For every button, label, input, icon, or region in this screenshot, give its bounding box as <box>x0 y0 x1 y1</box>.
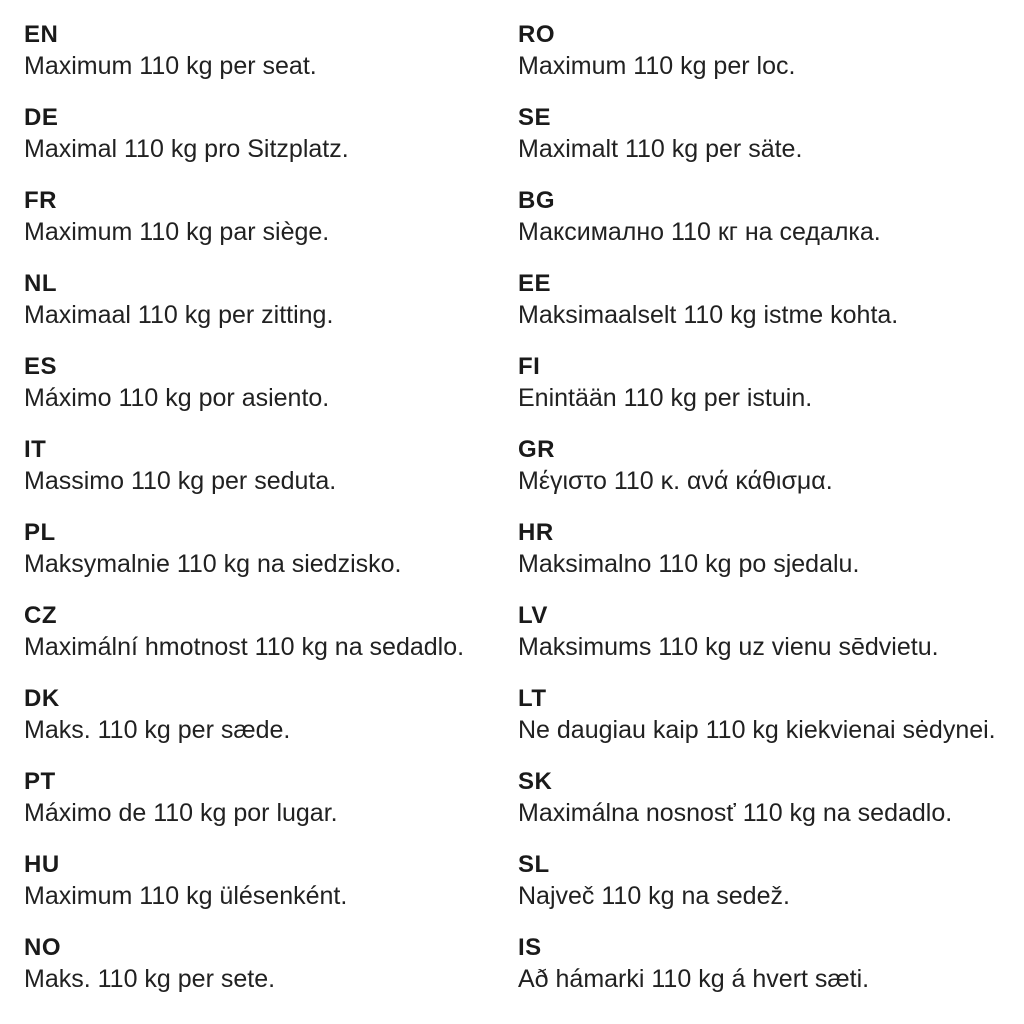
translation-text: Maksimalno 110 kg po sjedalu. <box>518 550 860 578</box>
translation-text: Maksymalnie 110 kg na siedzisko. <box>24 550 402 578</box>
language-code: CZ <box>24 602 57 629</box>
translation-text: Enintään 110 kg per istuin. <box>518 384 813 412</box>
language-entry <box>24 684 518 746</box>
language-code: PL <box>24 519 56 546</box>
translation-text: Maximaal 110 kg per zitting. <box>24 301 334 329</box>
left-column <box>24 20 518 1016</box>
translation-text: Máximo 110 kg por asiento. <box>24 384 330 412</box>
language-entry <box>24 435 518 497</box>
language-entry <box>518 352 1014 414</box>
translation-text: Maximum 110 kg ülésenként. <box>24 882 348 910</box>
language-code: LT <box>518 685 547 712</box>
language-entry <box>24 933 518 995</box>
language-code: RO <box>518 21 555 48</box>
language-code: FR <box>24 187 57 214</box>
language-entry <box>24 518 518 580</box>
language-entry <box>518 435 1014 497</box>
language-code: EE <box>518 270 552 297</box>
translation-text: Maximální hmotnost 110 kg na sedadlo. <box>24 633 465 661</box>
translation-text: Að hámarki 110 kg á hvert sæti. <box>518 965 870 993</box>
language-code: PT <box>24 768 56 795</box>
translation-text: Maximal 110 kg pro Sitzplatz. <box>24 135 349 163</box>
language-entry <box>518 933 1014 995</box>
translation-text: Maximum 110 kg per seat. <box>24 52 317 80</box>
translation-text: Μέγιστο 110 κ. ανά κάθισμα. <box>518 467 833 495</box>
language-entry <box>518 20 1014 82</box>
language-entry <box>24 767 518 829</box>
language-entry <box>518 684 1014 746</box>
language-entry <box>24 352 518 414</box>
language-code: IS <box>518 934 542 961</box>
language-code: LV <box>518 602 548 629</box>
translation-text: Максимално 110 кг на седалка. <box>518 218 881 246</box>
language-code: GR <box>518 436 555 463</box>
language-code: DE <box>24 104 59 131</box>
language-entry <box>518 186 1014 248</box>
language-code: IT <box>24 436 47 463</box>
language-entry <box>24 103 518 165</box>
language-code: FI <box>518 353 541 380</box>
language-code: DK <box>24 685 60 712</box>
translation-text: Maximum 110 kg par siège. <box>24 218 330 246</box>
language-code: HR <box>518 519 554 546</box>
translation-text: Maximalt 110 kg per säte. <box>518 135 803 163</box>
language-code: SL <box>518 851 550 878</box>
translation-text: Maks. 110 kg per sete. <box>24 965 276 993</box>
language-entry <box>24 269 518 331</box>
language-entry <box>518 767 1014 829</box>
translation-text: Ne daugiau kaip 110 kg kiekvienai sėdynei. <box>518 716 996 744</box>
language-entry <box>518 269 1014 331</box>
translation-text: Maximum 110 kg per loc. <box>518 52 796 80</box>
language-entry <box>24 20 518 82</box>
translation-text: Maksimums 110 kg uz vienu sēdvietu. <box>518 633 939 661</box>
language-code: NL <box>24 270 57 297</box>
language-entry <box>518 601 1014 663</box>
translation-text: Maximálna nosnosť 110 kg na sedadlo. <box>518 799 953 827</box>
language-code: BG <box>518 187 555 214</box>
language-code: HU <box>24 851 60 878</box>
language-code: SE <box>518 104 552 131</box>
language-entry <box>518 103 1014 165</box>
right-column <box>518 20 1014 1016</box>
translation-text: Massimo 110 kg per seduta. <box>24 467 337 495</box>
translation-text: Máximo de 110 kg por lugar. <box>24 799 338 827</box>
language-code: SK <box>518 768 553 795</box>
language-entry <box>24 601 518 663</box>
translation-text: Maks. 110 kg per sæde. <box>24 716 291 744</box>
language-code: ES <box>24 353 58 380</box>
language-code: EN <box>24 21 59 48</box>
language-entry <box>518 518 1014 580</box>
language-code: NO <box>24 934 61 961</box>
language-entry <box>24 186 518 248</box>
translation-text: Največ 110 kg na sedež. <box>518 882 790 910</box>
translation-text: Maksimaalselt 110 kg istme kohta. <box>518 301 899 329</box>
language-entry <box>24 850 518 912</box>
language-entry <box>518 850 1014 912</box>
